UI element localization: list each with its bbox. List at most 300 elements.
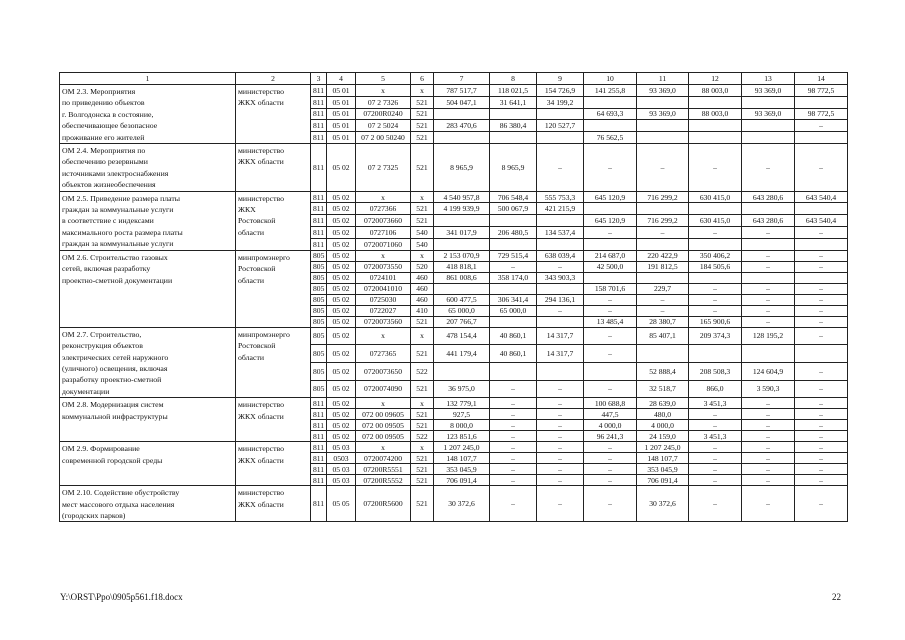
description-line: (городских парков): [62, 510, 126, 520]
amount-cell: –: [584, 327, 637, 345]
amount-cell: –: [795, 327, 848, 345]
amount-cell: 341 017,9: [434, 227, 490, 239]
amount-cell: 65 000,0: [434, 305, 490, 316]
code-cell: 05 02: [327, 398, 356, 409]
measure-description: [60, 144, 236, 192]
amount-cell: –: [795, 227, 848, 239]
description-line: обеспечению резервными: [62, 157, 148, 167]
code-cell: 811: [311, 203, 327, 215]
code-cell: 521: [411, 215, 434, 227]
code-cell: 05 02: [327, 345, 356, 363]
description-line: современной городской среды: [62, 455, 163, 465]
code-cell: 07 2 00 50240: [356, 132, 411, 144]
amount-cell: 3 590,3: [742, 380, 795, 398]
amount-cell: –: [795, 431, 848, 442]
amount-cell: –: [637, 305, 689, 316]
header-row: [60, 73, 848, 85]
code-cell: 811: [311, 464, 327, 475]
amount-cell: [637, 132, 689, 144]
code-cell: х: [411, 398, 434, 409]
amount-cell: 24 159,0: [637, 431, 689, 442]
amount-cell: –: [689, 305, 742, 316]
code-cell: 521: [411, 144, 434, 192]
description-line: граждан за коммунальные услуги: [62, 239, 174, 249]
code-cell: 05 02: [327, 191, 356, 203]
amount-cell: –: [537, 475, 584, 486]
description-line: ОМ 2.3. Мероприятия: [62, 87, 136, 96]
amount-cell: –: [689, 420, 742, 431]
description-line: источниками электроснабжения: [62, 168, 169, 178]
amount-cell: 643 540,4: [795, 191, 848, 203]
amount-cell: [742, 132, 795, 144]
amount-cell: [537, 132, 584, 144]
amount-cell: [795, 203, 848, 215]
description-line: сетей, включая разработку: [62, 264, 151, 274]
amount-cell: –: [537, 409, 584, 420]
responsible-line: министерство: [238, 193, 285, 203]
amount-cell: 866,0: [689, 380, 742, 398]
amount-cell: –: [537, 453, 584, 464]
amount-cell: [689, 272, 742, 283]
measure-description: [60, 486, 236, 522]
amount-cell: [584, 203, 637, 215]
amount-cell: [795, 272, 848, 283]
amount-cell: 40 860,1: [490, 327, 537, 345]
code-cell: 05 02: [327, 409, 356, 420]
amount-cell: 555 753,3: [537, 191, 584, 203]
amount-cell: 441 179,4: [434, 345, 490, 363]
code-cell: 0720071060: [356, 238, 411, 250]
description-line: проектно-сметной документации: [62, 275, 173, 285]
responsible-executor: [236, 144, 311, 192]
amount-cell: 4 000,0: [584, 420, 637, 431]
code-cell: 811: [311, 475, 327, 486]
amount-cell: 154 726,9: [537, 85, 584, 97]
measure-description: [60, 250, 236, 327]
code-cell: 05 02: [327, 420, 356, 431]
amount-cell: 643 280,6: [742, 191, 795, 203]
amount-cell: –: [742, 486, 795, 522]
amount-cell: –: [742, 453, 795, 464]
code-cell: 805: [311, 261, 327, 272]
description-line: ОМ 2.4. Мероприятия по: [62, 146, 146, 156]
code-cell: 05 02: [327, 238, 356, 250]
amount-cell: –: [637, 294, 689, 305]
code-cell: 072 00 09605: [356, 409, 411, 420]
amount-cell: [490, 283, 537, 294]
code-cell: 05 01: [327, 120, 356, 132]
responsible-line: области: [238, 275, 265, 285]
column-header: 10: [584, 73, 637, 85]
code-cell: 05 02: [327, 431, 356, 442]
description-line: реконструкция объектов: [62, 341, 143, 351]
amount-cell: 600 477,5: [434, 294, 490, 305]
amount-cell: –: [637, 227, 689, 239]
code-cell: х: [356, 442, 411, 453]
responsible-line: минпромэнерго: [238, 329, 290, 339]
amount-cell: –: [742, 227, 795, 239]
amount-cell: [742, 120, 795, 132]
amount-cell: 643 280,6: [742, 215, 795, 227]
amount-cell: 31 641,1: [490, 96, 537, 108]
amount-cell: 706 091,4: [434, 475, 490, 486]
code-cell: 0727106: [356, 227, 411, 239]
code-cell: х: [356, 250, 411, 261]
responsible-executor: [236, 250, 311, 327]
amount-cell: [434, 108, 490, 120]
description-line: ОМ 2.7. Строительство,: [62, 329, 142, 339]
amount-cell: [584, 238, 637, 250]
amount-cell: [689, 132, 742, 144]
code-cell: 072 00 09505: [356, 431, 411, 442]
amount-cell: 30 372,6: [637, 486, 689, 522]
amount-cell: 500 067,9: [490, 203, 537, 215]
responsible-executor: [236, 398, 311, 442]
amount-cell: 716 299,2: [637, 215, 689, 227]
amount-cell: 134 537,4: [537, 227, 584, 239]
column-header: 6: [411, 73, 434, 85]
amount-cell: –: [537, 144, 584, 192]
amount-cell: –: [537, 442, 584, 453]
code-cell: 460: [411, 294, 434, 305]
code-cell: 07200R0240: [356, 108, 411, 120]
code-cell: 811: [311, 442, 327, 453]
amount-cell: –: [584, 144, 637, 192]
code-cell: 05 02: [327, 316, 356, 327]
code-cell: 811: [311, 120, 327, 132]
table-row: [60, 144, 848, 192]
amount-cell: [584, 120, 637, 132]
amount-cell: –: [795, 420, 848, 431]
measure-description: [60, 327, 236, 397]
amount-cell: 358 174,0: [490, 272, 537, 283]
amount-cell: 229,7: [637, 283, 689, 294]
amount-cell: –: [490, 431, 537, 442]
amount-cell: 716 299,2: [637, 191, 689, 203]
amount-cell: 32 518,7: [637, 380, 689, 398]
code-cell: 05 02: [327, 250, 356, 261]
amount-cell: 120 527,7: [537, 120, 584, 132]
amount-cell: 93 369,0: [637, 108, 689, 120]
description-line: по приведению объектов: [62, 98, 145, 108]
code-cell: 540: [411, 238, 434, 250]
amount-cell: –: [584, 475, 637, 486]
amount-cell: –: [795, 250, 848, 261]
amount-cell: [490, 215, 537, 227]
code-cell: 805: [311, 362, 327, 380]
amount-cell: [490, 108, 537, 120]
amount-cell: –: [689, 144, 742, 192]
amount-cell: –: [795, 316, 848, 327]
amount-cell: 132 779,1: [434, 398, 490, 409]
amount-cell: 100 688,8: [584, 398, 637, 409]
amount-cell: [434, 132, 490, 144]
description-line: ОМ 2.10. Содействие обустройству: [62, 488, 180, 498]
amount-cell: 421 215,9: [537, 203, 584, 215]
description-line: проживание его жителей: [62, 132, 145, 142]
budget-table: [59, 72, 848, 522]
column-header: 12: [689, 73, 742, 85]
amount-cell: [537, 362, 584, 380]
code-cell: 805: [311, 327, 327, 345]
amount-cell: –: [689, 409, 742, 420]
code-cell: 811: [311, 96, 327, 108]
amount-cell: –: [584, 227, 637, 239]
code-cell: 05 02: [327, 283, 356, 294]
amount-cell: 36 975,0: [434, 380, 490, 398]
amount-cell: –: [584, 294, 637, 305]
amount-cell: –: [689, 283, 742, 294]
amount-cell: [795, 345, 848, 363]
amount-cell: 447,5: [584, 409, 637, 420]
amount-cell: –: [795, 453, 848, 464]
amount-cell: 148 107,7: [434, 453, 490, 464]
measure-description: [60, 85, 236, 144]
amount-cell: 480,0: [637, 409, 689, 420]
code-cell: 521: [411, 486, 434, 522]
code-cell: 460: [411, 283, 434, 294]
responsible-executor: [236, 486, 311, 522]
code-cell: 811: [311, 132, 327, 144]
amount-cell: 184 505,6: [689, 261, 742, 272]
amount-cell: 8 000,0: [434, 420, 490, 431]
amount-cell: –: [795, 486, 848, 522]
amount-cell: [537, 283, 584, 294]
table-row: [60, 327, 848, 345]
amount-cell: –: [584, 305, 637, 316]
description-line: ОМ 2.5. Приведение размера платы: [62, 193, 181, 203]
amount-cell: 191 812,5: [637, 261, 689, 272]
amount-cell: 85 407,1: [637, 327, 689, 345]
code-cell: 460: [411, 272, 434, 283]
amount-cell: –: [584, 380, 637, 398]
description-line: максимального роста размера платы: [62, 227, 183, 237]
amount-cell: –: [584, 442, 637, 453]
code-cell: 811: [311, 420, 327, 431]
amount-cell: –: [490, 261, 537, 272]
code-cell: 05 01: [327, 85, 356, 97]
amount-cell: [637, 272, 689, 283]
responsible-line: ЖКХ области: [238, 499, 284, 509]
amount-cell: [434, 362, 490, 380]
amount-cell: 30 372,6: [434, 486, 490, 522]
amount-cell: [584, 96, 637, 108]
code-cell: 811: [311, 238, 327, 250]
code-cell: 07200R5552: [356, 475, 411, 486]
amount-cell: [742, 272, 795, 283]
amount-cell: 343 903,3: [537, 272, 584, 283]
amount-cell: –: [490, 409, 537, 420]
amount-cell: 350 406,2: [689, 250, 742, 261]
description-line: ОМ 2.8. Модернизация систем: [62, 400, 164, 410]
code-cell: 521: [411, 132, 434, 144]
description-line: ОМ 2.9. Формирование: [62, 444, 140, 454]
code-cell: 07 2 7326: [356, 96, 411, 108]
code-cell: 811: [311, 215, 327, 227]
description-line: обеспечивающее безопасное: [62, 121, 158, 131]
code-cell: 0724101: [356, 272, 411, 283]
responsible-line: Ростовской: [238, 216, 276, 226]
amount-cell: 118 021,5: [490, 85, 537, 97]
amount-cell: [742, 238, 795, 250]
code-cell: 05 01: [327, 96, 356, 108]
table-row: [60, 85, 848, 97]
amount-cell: 52 888,4: [637, 362, 689, 380]
amount-cell: 1 207 245,0: [434, 442, 490, 453]
amount-cell: 861 008,6: [434, 272, 490, 283]
amount-cell: 418 818,1: [434, 261, 490, 272]
amount-cell: –: [689, 464, 742, 475]
code-cell: 05 02: [327, 327, 356, 345]
code-cell: 811: [311, 486, 327, 522]
amount-cell: –: [742, 464, 795, 475]
table-row: [60, 398, 848, 409]
code-cell: 521: [411, 380, 434, 398]
amount-cell: –: [742, 475, 795, 486]
code-cell: 0720073660: [356, 215, 411, 227]
amount-cell: 124 604,9: [742, 362, 795, 380]
responsible-line: Ростовской: [238, 341, 276, 351]
code-cell: 0722027: [356, 305, 411, 316]
amount-cell: [637, 203, 689, 215]
code-cell: 0725030: [356, 294, 411, 305]
responsible-line: области: [238, 352, 265, 362]
amount-cell: 209 374,3: [689, 327, 742, 345]
amount-cell: –: [490, 464, 537, 475]
description-line: граждан за коммунальные услуги: [62, 205, 174, 215]
code-cell: 805: [311, 305, 327, 316]
amount-cell: 927,5: [434, 409, 490, 420]
amount-cell: [637, 238, 689, 250]
code-cell: 521: [411, 409, 434, 420]
responsible-line: министерство: [238, 87, 285, 96]
amount-cell: 98 772,5: [795, 85, 848, 97]
amount-cell: 28 639,0: [637, 398, 689, 409]
column-header: 1: [60, 73, 236, 85]
amount-cell: [537, 108, 584, 120]
amount-cell: –: [742, 305, 795, 316]
amount-cell: 2 153 070,9: [434, 250, 490, 261]
responsible-executor: [236, 191, 311, 250]
column-header: 7: [434, 73, 490, 85]
amount-cell: –: [537, 305, 584, 316]
code-cell: 410: [411, 305, 434, 316]
amount-cell: –: [689, 294, 742, 305]
amount-cell: 65 000,0: [490, 305, 537, 316]
amount-cell: –: [742, 398, 795, 409]
amount-cell: [689, 96, 742, 108]
code-cell: 05 01: [327, 132, 356, 144]
code-cell: 805: [311, 250, 327, 261]
code-cell: 0720073650: [356, 362, 411, 380]
amount-cell: –: [490, 380, 537, 398]
amount-cell: 645 120,9: [584, 215, 637, 227]
responsible-line: ЖКХ области: [238, 411, 284, 421]
amount-cell: [490, 238, 537, 250]
amount-cell: [490, 132, 537, 144]
column-header: 2: [236, 73, 311, 85]
code-cell: х: [356, 191, 411, 203]
code-cell: 811: [311, 227, 327, 239]
amount-cell: –: [490, 442, 537, 453]
file-path: Y:\ORST\Ppo\0905p561.f18.docx: [60, 592, 183, 602]
description-line: г. Волгодонска в состояние,: [62, 109, 154, 119]
responsible-line: министерство: [238, 400, 285, 410]
amount-cell: –: [795, 294, 848, 305]
description-line: ОМ 2.6. Строительство газовых: [62, 252, 168, 262]
amount-cell: 158 701,6: [584, 283, 637, 294]
amount-cell: 353 045,9: [637, 464, 689, 475]
amount-cell: 643 540,4: [795, 215, 848, 227]
amount-cell: [742, 345, 795, 363]
description-line: в соответствие с индексами: [62, 216, 154, 226]
page-number: 22: [832, 592, 841, 602]
amount-cell: –: [795, 261, 848, 272]
amount-cell: 220 422,9: [637, 250, 689, 261]
amount-cell: [434, 238, 490, 250]
code-cell: 521: [411, 108, 434, 120]
code-cell: х: [356, 85, 411, 97]
code-cell: 811: [311, 431, 327, 442]
code-cell: х: [411, 250, 434, 261]
amount-cell: –: [490, 475, 537, 486]
code-cell: 805: [311, 283, 327, 294]
code-cell: 522: [411, 431, 434, 442]
code-cell: х: [356, 327, 411, 345]
amount-cell: [584, 362, 637, 380]
code-cell: 540: [411, 227, 434, 239]
description-line: коммунальной инфраструктуры: [62, 411, 168, 421]
code-cell: 521: [411, 120, 434, 132]
code-cell: 07 2 7325: [356, 144, 411, 192]
amount-cell: [689, 238, 742, 250]
amount-cell: 93 369,0: [637, 85, 689, 97]
code-cell: 05 01: [327, 108, 356, 120]
amount-cell: 630 415,0: [689, 191, 742, 203]
amount-cell: –: [689, 442, 742, 453]
amount-cell: [795, 132, 848, 144]
amount-cell: 8 965,9: [434, 144, 490, 192]
amount-cell: –: [584, 486, 637, 522]
code-cell: 07 2 5024: [356, 120, 411, 132]
amount-cell: –: [795, 475, 848, 486]
amount-cell: –: [742, 261, 795, 272]
amount-cell: –: [537, 431, 584, 442]
table-row: [60, 442, 848, 453]
amount-cell: 706 091,4: [637, 475, 689, 486]
code-cell: 05 02: [327, 305, 356, 316]
amount-cell: –: [742, 409, 795, 420]
amount-cell: [537, 215, 584, 227]
amount-cell: [742, 203, 795, 215]
measure-description: [60, 442, 236, 486]
amount-cell: –: [537, 464, 584, 475]
code-cell: 0720074200: [356, 453, 411, 464]
amount-cell: 638 039,4: [537, 250, 584, 261]
amount-cell: 93 369,0: [742, 85, 795, 97]
amount-cell: 14 317,7: [537, 345, 584, 363]
description-line: документации: [62, 386, 110, 396]
table-row: [60, 250, 848, 261]
amount-cell: –: [742, 442, 795, 453]
table-row: [60, 486, 848, 522]
amount-cell: 123 851,6: [434, 431, 490, 442]
responsible-executor: [236, 327, 311, 397]
column-header: 5: [356, 73, 411, 85]
code-cell: 811: [311, 453, 327, 464]
amount-cell: 13 485,4: [584, 316, 637, 327]
amount-cell: 148 107,7: [637, 453, 689, 464]
